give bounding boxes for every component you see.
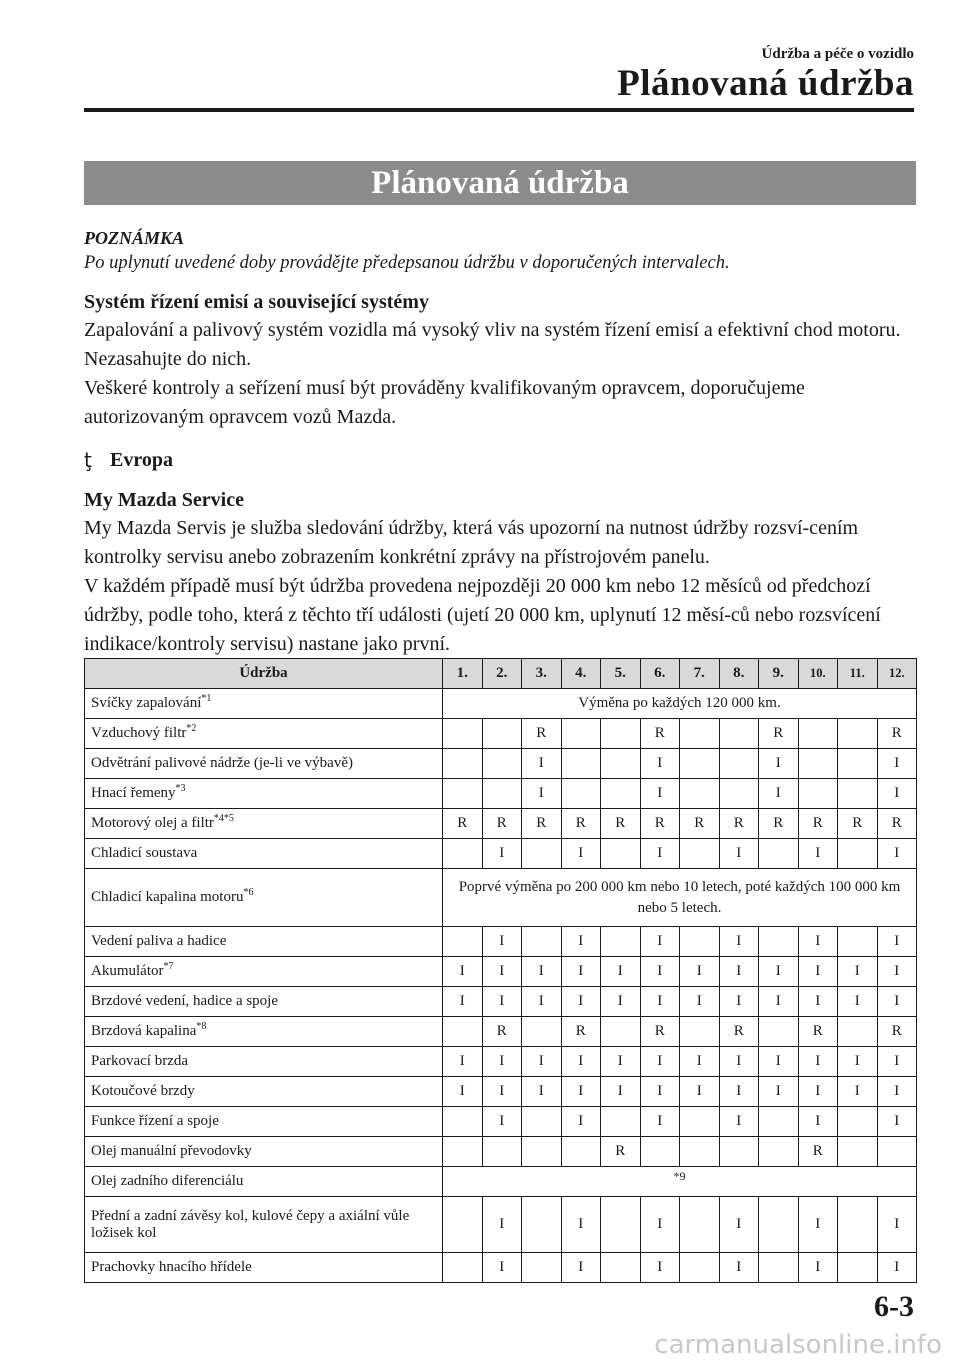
- table-cell: I: [719, 987, 759, 1017]
- table-header-interval: 2.: [482, 659, 522, 689]
- table-cell: I: [640, 1253, 680, 1283]
- footnote-marker: *7: [163, 961, 174, 972]
- table-cell: I: [877, 779, 917, 809]
- table-cell: [482, 779, 522, 809]
- table-cell: I: [640, 1197, 680, 1253]
- table-cell: [877, 1137, 917, 1167]
- table-row: [85, 719, 917, 749]
- table-cell: [798, 719, 838, 749]
- table-cell: I: [719, 1077, 759, 1107]
- table-cell: [561, 1137, 601, 1167]
- table-cell: I: [482, 957, 522, 987]
- item-name: Olej zadního diferenciálu: [91, 1173, 244, 1189]
- table-cell: [838, 1017, 878, 1047]
- item-name: Brzdové vedení, hadice a spoje: [91, 993, 279, 1009]
- item-name: Vzduchový filtr: [91, 725, 187, 741]
- table-cell: R: [798, 1137, 838, 1167]
- table-cell: I: [561, 1253, 601, 1283]
- region-label: Evropa: [110, 449, 173, 471]
- table-cell: [443, 749, 483, 779]
- table-row-label: [85, 1253, 443, 1283]
- table-row-label: [85, 1107, 443, 1137]
- table-cell: [640, 1137, 680, 1167]
- table-cell: [838, 839, 878, 869]
- table-cell: [522, 1137, 562, 1167]
- service-heading: My Mazda Service: [84, 489, 244, 511]
- table-cell: [601, 1253, 641, 1283]
- table-cell: [759, 927, 799, 957]
- table-cell: [522, 927, 562, 957]
- span-text: Poprvé výměna po 200 000 km nebo 10 letech, poté každých 100 000 km nebo 5 letech.: [458, 878, 901, 916]
- table-cell: [601, 927, 641, 957]
- table-cell: [719, 779, 759, 809]
- section-title: Plánovaná údržba: [617, 63, 914, 104]
- table-cell: I: [877, 927, 917, 957]
- table-cell: [680, 779, 720, 809]
- item-name: Olej manuální převodovky: [91, 1143, 252, 1159]
- table-cell: R: [640, 1017, 680, 1047]
- table-cell: R: [640, 809, 680, 839]
- table-cell: I: [719, 927, 759, 957]
- table-cell: [522, 839, 562, 869]
- table-cell: [680, 1197, 720, 1253]
- item-name: Motorový olej a filtr: [91, 815, 214, 831]
- table-cell: [601, 779, 641, 809]
- table-row-label: [85, 809, 443, 839]
- table-cell: [443, 839, 483, 869]
- table-cell: [838, 719, 878, 749]
- table-cell: [522, 1197, 562, 1253]
- service-paragraph-2: V každém případě musí být údržba provedena nejpozději 20 000 km nebo 12 měsíců od předchozí údržby, podle toho, která z těchto tří události (ujetí 20 000 km, uplynutí 12 měsí-ců nebo rozsvícení indikace/kontroly servisu) nastane jako první.: [84, 575, 881, 655]
- table-cell: I: [680, 1077, 720, 1107]
- table-cell: [443, 1197, 483, 1253]
- item-name: Hnací řemeny: [91, 785, 176, 801]
- table-cell: I: [798, 927, 838, 957]
- table-cell: I: [601, 1077, 641, 1107]
- table-header-interval: 6.: [640, 659, 680, 689]
- chapter-title: Údržba a péče o vozidlo: [761, 46, 914, 62]
- table-cell: I: [640, 987, 680, 1017]
- table-cell: [838, 1107, 878, 1137]
- table-row-label: [85, 839, 443, 869]
- table-cell: R: [522, 809, 562, 839]
- item-name: Chladicí soustava: [91, 845, 198, 861]
- table-cell: [680, 839, 720, 869]
- table-cell: [601, 1197, 641, 1253]
- table-header-interval: 1.: [443, 659, 483, 689]
- table-cell: [838, 1197, 878, 1253]
- table-cell: [522, 1017, 562, 1047]
- table-cell: R: [759, 809, 799, 839]
- table-cell: I: [443, 957, 483, 987]
- table-header-interval: 7.: [680, 659, 720, 689]
- table-cell: I: [640, 779, 680, 809]
- intro-text: [84, 226, 916, 659]
- table-cell: [680, 1017, 720, 1047]
- item-name: Prachovky hnacího hřídele: [91, 1259, 252, 1275]
- table-cell: I: [798, 1197, 838, 1253]
- table-cell: R: [759, 719, 799, 749]
- table-cell: I: [719, 1107, 759, 1137]
- table-cell: R: [482, 1017, 522, 1047]
- footnote-marker: *1: [201, 693, 212, 704]
- table-cell: [680, 1137, 720, 1167]
- table-cell: [443, 1137, 483, 1167]
- table-cell: I: [719, 1047, 759, 1077]
- table-header-interval: 8.: [719, 659, 759, 689]
- emissions-paragraph-2: Veškeré kontroly a seřízení musí být prováděny kvalifikovaným opravcem, doporučujeme autorizovaným opravcem vozů Mazda.: [84, 377, 805, 428]
- table-cell: I: [838, 1047, 878, 1077]
- item-name: Parkovací brzda: [91, 1053, 189, 1069]
- service-paragraph-1: My Mazda Servis je služba sledování údržby, která vás upozorní na nutnost údržby rozsví-cením kontrolky servisu anebo zobrazením konkrétní zprávy na přístrojovém panelu.: [84, 517, 859, 568]
- table-cell: [443, 1017, 483, 1047]
- table-cell: [759, 1197, 799, 1253]
- item-name: Přední a zadní závěsy kol, kulové čepy a axiální vůle ložisek kol: [91, 1207, 410, 1241]
- table-cell: [680, 1107, 720, 1137]
- maintenance-table: [84, 658, 917, 1283]
- table-cell: [838, 749, 878, 779]
- item-name: Brzdová kapalina: [91, 1023, 197, 1039]
- table-header-interval: 3.: [522, 659, 562, 689]
- table-row-label: [85, 689, 443, 719]
- table-span-cell: [443, 869, 917, 927]
- footnote-marker: *3: [175, 783, 186, 794]
- table-cell: I: [798, 957, 838, 987]
- table-cell: I: [877, 1047, 917, 1077]
- table-cell: R: [877, 719, 917, 749]
- table-cell: I: [640, 1047, 680, 1077]
- table-cell: I: [601, 1047, 641, 1077]
- table-cell: [759, 1017, 799, 1047]
- table-cell: [601, 749, 641, 779]
- table-cell: I: [680, 1047, 720, 1077]
- table-cell: R: [877, 1017, 917, 1047]
- table-cell: [561, 779, 601, 809]
- table-cell: I: [443, 1077, 483, 1107]
- table-cell: I: [877, 1197, 917, 1253]
- header-divider: [84, 108, 914, 112]
- item-name: Odvětrání palivové nádrže (je-li ve výbavě): [91, 755, 353, 771]
- table-cell: R: [877, 809, 917, 839]
- table-header-interval: 11.: [838, 659, 878, 689]
- table-cell: [719, 749, 759, 779]
- table-cell: I: [719, 1253, 759, 1283]
- table-row: [85, 927, 917, 957]
- span-text: *9: [673, 1169, 686, 1183]
- table-cell: [759, 1107, 799, 1137]
- table-header-interval: 4.: [561, 659, 601, 689]
- table-cell: I: [443, 987, 483, 1017]
- table-row: [85, 809, 917, 839]
- table-cell: I: [482, 1077, 522, 1107]
- table-cell: I: [877, 957, 917, 987]
- table-row-label: [85, 869, 443, 927]
- table-row: [85, 1137, 917, 1167]
- item-name: Svíčky zapalování: [91, 695, 202, 711]
- table-cell: I: [601, 987, 641, 1017]
- table-cell: I: [482, 1253, 522, 1283]
- table-cell: I: [798, 839, 838, 869]
- table-row-label: [85, 1167, 443, 1197]
- table-header-label: Údržba: [85, 659, 443, 689]
- page-banner: Plánovaná údržba: [84, 161, 916, 205]
- table-cell: [680, 749, 720, 779]
- table-cell: I: [719, 1197, 759, 1253]
- table-cell: I: [561, 1107, 601, 1137]
- table-cell: I: [640, 957, 680, 987]
- table-cell: [443, 1253, 483, 1283]
- table-cell: [482, 719, 522, 749]
- table-cell: I: [719, 957, 759, 987]
- table-row-label: [85, 1077, 443, 1107]
- table-cell: [601, 1107, 641, 1137]
- table-cell: R: [719, 809, 759, 839]
- table-cell: I: [522, 957, 562, 987]
- table-cell: I: [640, 749, 680, 779]
- table-cell: R: [443, 809, 483, 839]
- table-cell: I: [798, 1077, 838, 1107]
- table-span-cell: [443, 1167, 917, 1197]
- table-cell: [838, 1137, 878, 1167]
- table-row-label: [85, 749, 443, 779]
- table-row-label: [85, 1197, 443, 1253]
- table-cell: I: [482, 1197, 522, 1253]
- table-cell: I: [798, 1253, 838, 1283]
- table-row-label: [85, 927, 443, 957]
- table-cell: I: [561, 927, 601, 957]
- table-cell: I: [719, 839, 759, 869]
- table-cell: R: [680, 809, 720, 839]
- table-cell: [482, 749, 522, 779]
- table-cell: I: [561, 957, 601, 987]
- table-row: [85, 1047, 917, 1077]
- note-title: POZNÁMKA: [84, 228, 185, 248]
- table-cell: R: [798, 809, 838, 839]
- table-cell: I: [798, 987, 838, 1017]
- table-row-label: [85, 719, 443, 749]
- table-cell: [482, 1137, 522, 1167]
- table-row-label: [85, 1047, 443, 1077]
- table-cell: [680, 927, 720, 957]
- table-cell: R: [561, 809, 601, 839]
- span-text: Výměna po každých 120 000 km.: [578, 695, 781, 711]
- table-cell: [601, 1017, 641, 1047]
- emissions-paragraph-1: Zapalování a palivový systém vozidla má vysoký vliv na systém řízení emisí a efektivní chod motoru. Nezasahujte do nich.: [84, 319, 901, 370]
- table-row: [85, 779, 917, 809]
- table-cell: [759, 1253, 799, 1283]
- table-cell: I: [522, 1077, 562, 1107]
- table-cell: [838, 1253, 878, 1283]
- table-cell: [561, 719, 601, 749]
- page-number: 6-3: [874, 1290, 914, 1323]
- table-cell: R: [601, 1137, 641, 1167]
- footnote-marker: *2: [186, 723, 197, 734]
- table-cell: I: [838, 987, 878, 1017]
- note-text: Po uplynutí uvedené doby provádějte předepsanou údržbu v doporučených intervalech.: [84, 253, 730, 273]
- table-cell: R: [798, 1017, 838, 1047]
- table-cell: [601, 719, 641, 749]
- table-cell: I: [877, 987, 917, 1017]
- item-name: Chladicí kapalina motoru: [91, 889, 244, 905]
- table-cell: I: [877, 1107, 917, 1137]
- table-cell: I: [522, 749, 562, 779]
- table-row-label: [85, 779, 443, 809]
- table-cell: R: [482, 809, 522, 839]
- table-cell: I: [522, 987, 562, 1017]
- table-cell: I: [640, 839, 680, 869]
- table-cell: I: [759, 1077, 799, 1107]
- table-cell: I: [522, 1047, 562, 1077]
- table-cell: I: [680, 957, 720, 987]
- table-cell: I: [798, 1107, 838, 1137]
- table-cell: [443, 779, 483, 809]
- table-cell: I: [640, 1077, 680, 1107]
- table-cell: [798, 749, 838, 779]
- table-row-label: [85, 957, 443, 987]
- table-cell: I: [443, 1047, 483, 1077]
- table-cell: I: [561, 1197, 601, 1253]
- table-row: [85, 869, 917, 927]
- table-row: [85, 1253, 917, 1283]
- table-cell: R: [640, 719, 680, 749]
- table-cell: [522, 1253, 562, 1283]
- table-cell: I: [838, 957, 878, 987]
- table-header-row: [85, 659, 917, 689]
- table-cell: I: [759, 987, 799, 1017]
- table-row: [85, 957, 917, 987]
- table-cell: I: [877, 749, 917, 779]
- table-cell: I: [601, 957, 641, 987]
- table-cell: [838, 779, 878, 809]
- table-cell: I: [482, 1047, 522, 1077]
- table-cell: I: [561, 1077, 601, 1107]
- table-cell: I: [522, 779, 562, 809]
- table-row: [85, 749, 917, 779]
- table-row: [85, 987, 917, 1017]
- table-cell: I: [640, 927, 680, 957]
- table-header-interval: 10.: [798, 659, 838, 689]
- table-cell: I: [798, 1047, 838, 1077]
- table-cell: [443, 719, 483, 749]
- table-cell: [759, 1137, 799, 1167]
- emissions-heading: Systém řízení emisí a související systémy: [84, 291, 429, 313]
- table-cell: I: [482, 987, 522, 1017]
- table-cell: I: [838, 1077, 878, 1107]
- table-cell: [443, 1107, 483, 1137]
- table-cell: I: [561, 987, 601, 1017]
- table-header-interval: 9.: [759, 659, 799, 689]
- footnote-marker: *6: [243, 887, 254, 898]
- table-span-cell: [443, 689, 917, 719]
- item-name: Funkce řízení a spoje: [91, 1113, 219, 1129]
- table-cell: I: [640, 1107, 680, 1137]
- footnote-marker: *4*5: [213, 813, 234, 824]
- table-cell: [561, 749, 601, 779]
- item-name: Akumulátor: [91, 963, 164, 979]
- table-header-interval: 5.: [601, 659, 641, 689]
- table-cell: I: [561, 1047, 601, 1077]
- table-cell: I: [877, 1253, 917, 1283]
- table-cell: [680, 1253, 720, 1283]
- table-cell: I: [759, 779, 799, 809]
- table-cell: [759, 839, 799, 869]
- table-cell: I: [759, 1047, 799, 1077]
- table-row: [85, 1197, 917, 1253]
- table-cell: [601, 839, 641, 869]
- table-cell: R: [838, 809, 878, 839]
- table-cell: I: [561, 839, 601, 869]
- table-cell: R: [561, 1017, 601, 1047]
- table-cell: I: [482, 839, 522, 869]
- table-row: [85, 839, 917, 869]
- table-cell: [522, 1107, 562, 1137]
- table-row: [85, 689, 917, 719]
- table-cell: R: [719, 1017, 759, 1047]
- table-row: [85, 1107, 917, 1137]
- region-heading: [84, 446, 916, 474]
- table-row: [85, 1077, 917, 1107]
- table-cell: [838, 927, 878, 957]
- table-cell: I: [482, 1107, 522, 1137]
- table-cell: [719, 719, 759, 749]
- table-cell: R: [601, 809, 641, 839]
- watermark: carmanualsonline.info: [654, 1330, 942, 1360]
- table-cell: I: [877, 839, 917, 869]
- table-row: [85, 1167, 917, 1197]
- table-cell: I: [482, 927, 522, 957]
- table-cell: I: [877, 1077, 917, 1107]
- table-cell: I: [680, 987, 720, 1017]
- footnote-marker: *8: [196, 1021, 207, 1032]
- region-bullet-icon: ţ: [84, 448, 92, 472]
- table-row-label: [85, 987, 443, 1017]
- table-cell: I: [759, 749, 799, 779]
- table-header-interval: 12.: [877, 659, 917, 689]
- table-row-label: [85, 1017, 443, 1047]
- table-cell: [798, 779, 838, 809]
- table-cell: [680, 719, 720, 749]
- table-row-label: [85, 1137, 443, 1167]
- table-cell: [443, 927, 483, 957]
- table-cell: [719, 1137, 759, 1167]
- item-name: Vedení paliva a hadice: [91, 933, 227, 949]
- table-cell: R: [522, 719, 562, 749]
- table-cell: I: [759, 957, 799, 987]
- table-row: [85, 1017, 917, 1047]
- item-name: Kotoučové brzdy: [91, 1083, 195, 1099]
